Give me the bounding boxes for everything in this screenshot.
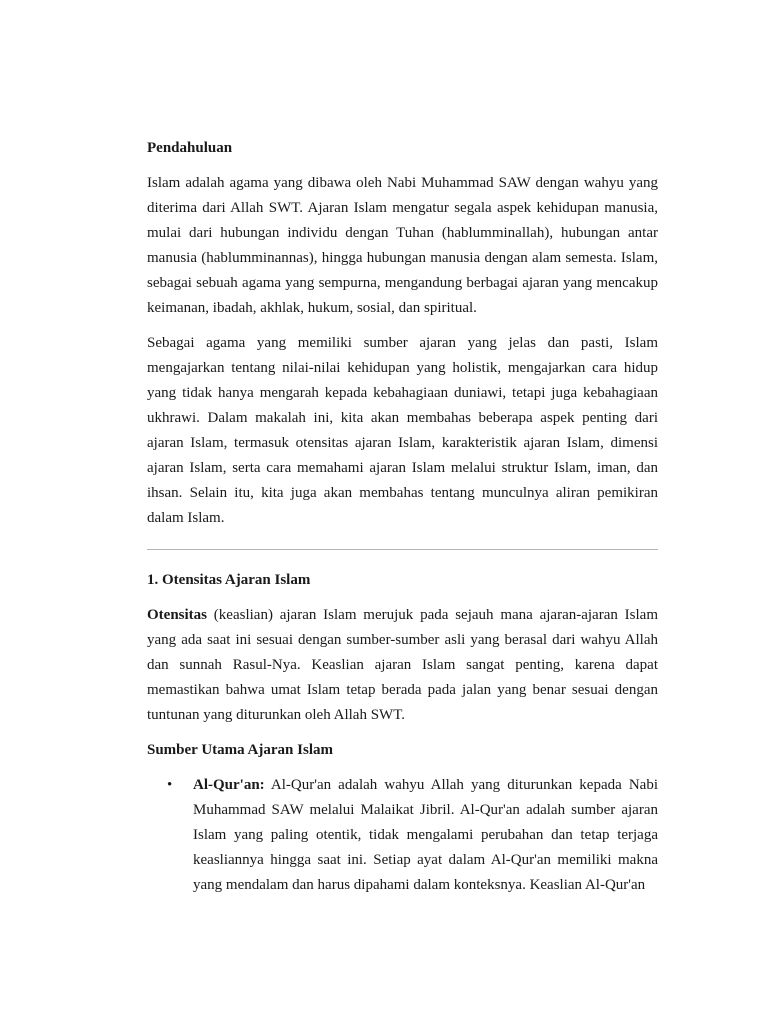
intro-paragraph-1: Islam adalah agama yang dibawa oleh Nabi Muhammad SAW dengan wahyu yang diterima dari Allah SWT. Ajaran Islam mengatur segala aspek kehidupan manusia, mulai dari hubungan individu dengan Tuhan (hablumminallah), hubungan antar manusia (hablumminannas), hingga hubungan manusia dengan alam semesta. Islam, sebagai sebuah agama yang sempurna, mengandung berbagai ajaran yang mencakup keimanan, ibadah, akhlak, hukum, sosial, dan spiritual. <box>147 175 658 316</box>
section-1-paragraph-text: (keaslian) ajaran Islam merujuk pada sejauh mana ajaran-ajaran Islam yang ada saat ini sesuai dengan sumber-sumber asli yang berasal dari wahyu Allah dan sunnah Rasul-Nya. Keaslian ajaran Islam sangat penting, karena dapat memastikan bahwa umat Islam tetap berada pada jalan yang benar sesuai dengan tuntunan yang diturunkan oleh Allah SWT. <box>147 607 658 723</box>
sources-list <box>147 773 658 898</box>
bullet-icon: • <box>167 777 173 793</box>
list-item-label: Al-Qur'an: <box>193 777 265 793</box>
list-item <box>147 773 658 898</box>
intro-heading: Pendahuluan <box>147 140 233 156</box>
document-body <box>147 136 658 898</box>
section-1-title: 1. Otensitas Ajaran Islam <box>147 572 311 588</box>
section-1-paragraph <box>147 603 658 728</box>
list-item-text: Al-Qur'an adalah wahyu Allah yang diturunkan kepada Nabi Muhammad SAW melalui Malaikat Jibril. Al-Qur'an adalah sumber ajaran Islam yang paling otentik, tidak mengalami perubahan dan tetap terjaga keasliannya hingga saat ini. Setiap ayat dalam Al-Qur'an memiliki makna yang mendalam dan harus dipahami dalam konteksnya. Keaslian Al-Qur'an <box>193 777 658 893</box>
section-divider <box>147 549 658 550</box>
sources-subheading: Sumber Utama Ajaran Islam <box>147 742 333 758</box>
otensitas-term: Otensitas <box>147 607 207 623</box>
intro-paragraph-2: Sebagai agama yang memiliki sumber ajaran yang jelas dan pasti, Islam mengajarkan tentang nilai-nilai kehidupan yang holistik, mengajarkan cara hidup yang tidak hanya mengarah kepada kebahagiaan duniawi, tetapi juga kebahagiaan ukhrawi. Dalam makalah ini, kita akan membahas beberapa aspek penting dari ajaran Islam, termasuk otensitas ajaran Islam, karakteristik ajaran Islam, dimensi ajaran Islam, serta cara memahami ajaran Islam melalui struktur Islam, iman, dan ihsan. Selain itu, kita juga akan membahas tentang munculnya aliran pemikiran dalam Islam. <box>147 335 658 526</box>
